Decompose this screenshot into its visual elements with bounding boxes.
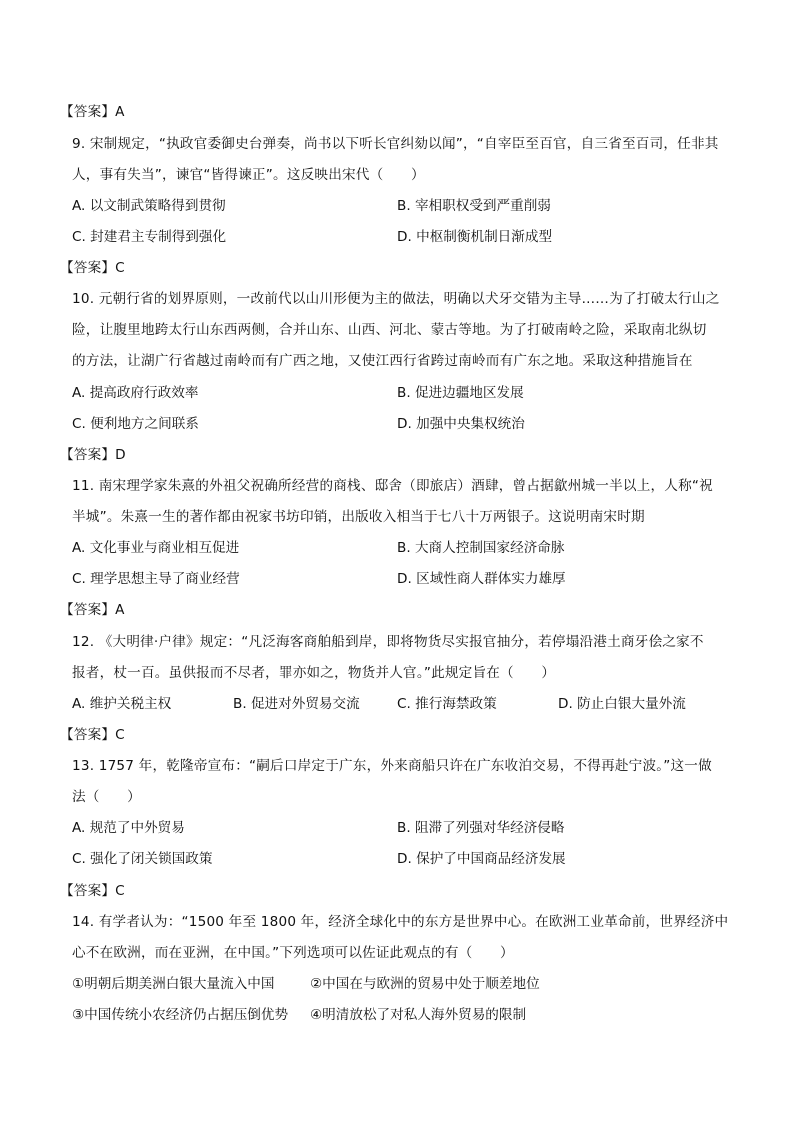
question-14-item-4: ④明清放松了对私人海外贸易的限制 — [310, 1007, 527, 1023]
question-14-item-1: ①明朝后期美洲白银大量流入中国 — [72, 976, 275, 992]
question-13-option-b: B. 阻滞了列强对华经济侵略 — [397, 820, 565, 836]
question-10-option-d: D. 加强中央集权统治 — [397, 416, 525, 432]
question-9-option-c: C. 封建君主专制得到强化 — [72, 229, 227, 245]
question-9-option-d: D. 中枢制衡机制日渐成型 — [397, 229, 553, 245]
question-13-text: 13. 1757 年，乾隆帝宣布：“嗣后口岸定于广东，外来商船只许在广东收泊交易，不得再赴宁波。”这一做 — [72, 758, 712, 774]
answer-label: 【答案】A — [60, 104, 125, 120]
question-11-option-d: D. 区域性商人群体实力雄厚 — [397, 571, 566, 587]
question-9-option-a: A. 以文制武策略得到贯彻 — [72, 198, 226, 214]
answer-label: 【答案】C — [60, 727, 125, 743]
question-12-text: 12. 《大明律·户律》规定：“凡泛海客商舶船到岸，即将物货尽实报官抽分，若停塌沿港土商牙侩之家不 — [72, 634, 704, 650]
question-10-text: 险，让腹里地跨太行山东西两侧，合并山东、山西、河北、蒙古等地。为了打破南岭之险，采取南北纵切 — [72, 322, 707, 338]
question-13-option-d: D. 保护了中国商品经济发展 — [397, 851, 566, 867]
question-10-option-b: B. 促进边疆地区发展 — [397, 385, 524, 401]
question-11-option-b: B. 大商人控制国家经济命脉 — [397, 540, 565, 556]
question-12-option-c: C. 推行海禁政策 — [397, 696, 497, 712]
answer-label: 【答案】A — [60, 602, 125, 618]
question-10-text: 10. 元朝行省的划界原则，一改前代以山川形便为主的做法，明确以犬牙交错为主导……为了打破太行山之 — [72, 291, 720, 307]
question-14-text: 心不在欧洲，而在亚洲，在中国。”下列选项可以佐证此观点的有（ ） — [72, 945, 514, 961]
question-9-option-b: B. 宰相职权受到严重削弱 — [397, 198, 551, 214]
question-11-text: 半城”。朱熹一生的著作都由祝家书坊印销，出版收入相当于七八十万两银子。这说明南宋时期 — [72, 509, 645, 525]
question-9-text: 人，事有失当”，谏官“皆得谏正”。这反映出宋代（ ） — [72, 167, 425, 183]
question-10-text: 的方法，让湖广行省越过南岭而有广西之地，又使江西行省跨过南岭而有广东之地。采取这种措施旨在 — [72, 353, 693, 369]
question-10-option-a: A. 提高政府行政效率 — [72, 385, 199, 401]
answer-label: 【答案】D — [60, 447, 126, 463]
question-11-option-c: C. 理学思想主导了商业经营 — [72, 571, 240, 587]
question-11-text: 11. 南宋理学家朱熹的外祖父祝确所经营的商栈、邸舍（即旅店）酒肆，曾占据歙州城一半以上，人称“祝 — [72, 478, 713, 494]
question-14-item-2: ②中国在与欧洲的贸易中处于顺差地位 — [310, 976, 540, 992]
question-13-option-a: A. 规范了中外贸易 — [72, 820, 185, 836]
question-10-option-c: C. 便利地方之间联系 — [72, 416, 199, 432]
question-12-option-a: A. 维护关税主权 — [72, 696, 172, 712]
question-14-text: 14. 有学者认为：“1500 年至 1800 年，经济全球化中的东方是世界中心。在欧洲工业革命前，世界经济中 — [72, 914, 729, 930]
question-14-item-3: ③中国传统小农经济仍占据压倒优势 — [72, 1007, 289, 1023]
question-12-text: 报者，杖一百。虽供报而不尽者，罪亦如之，物货并人官。”此规定旨在（ ） — [72, 665, 556, 681]
question-11-option-a: A. 文化事业与商业相互促进 — [72, 540, 240, 556]
question-12-option-d: D. 防止白银大量外流 — [558, 696, 686, 712]
answer-label: 【答案】C — [60, 883, 125, 899]
question-12-option-b: B. 促进对外贸易交流 — [233, 696, 360, 712]
question-13-text: 法（ ） — [72, 789, 141, 805]
answer-label: 【答案】C — [60, 260, 125, 276]
question-9-text: 9. 宋制规定，“执政官委御史台弹奏，尚书以下听长官纠劾以闻”，“自宰臣至百官，自三省至百司，任非其 — [72, 136, 719, 152]
question-13-option-c: C. 强化了闭关锁国政策 — [72, 851, 213, 867]
